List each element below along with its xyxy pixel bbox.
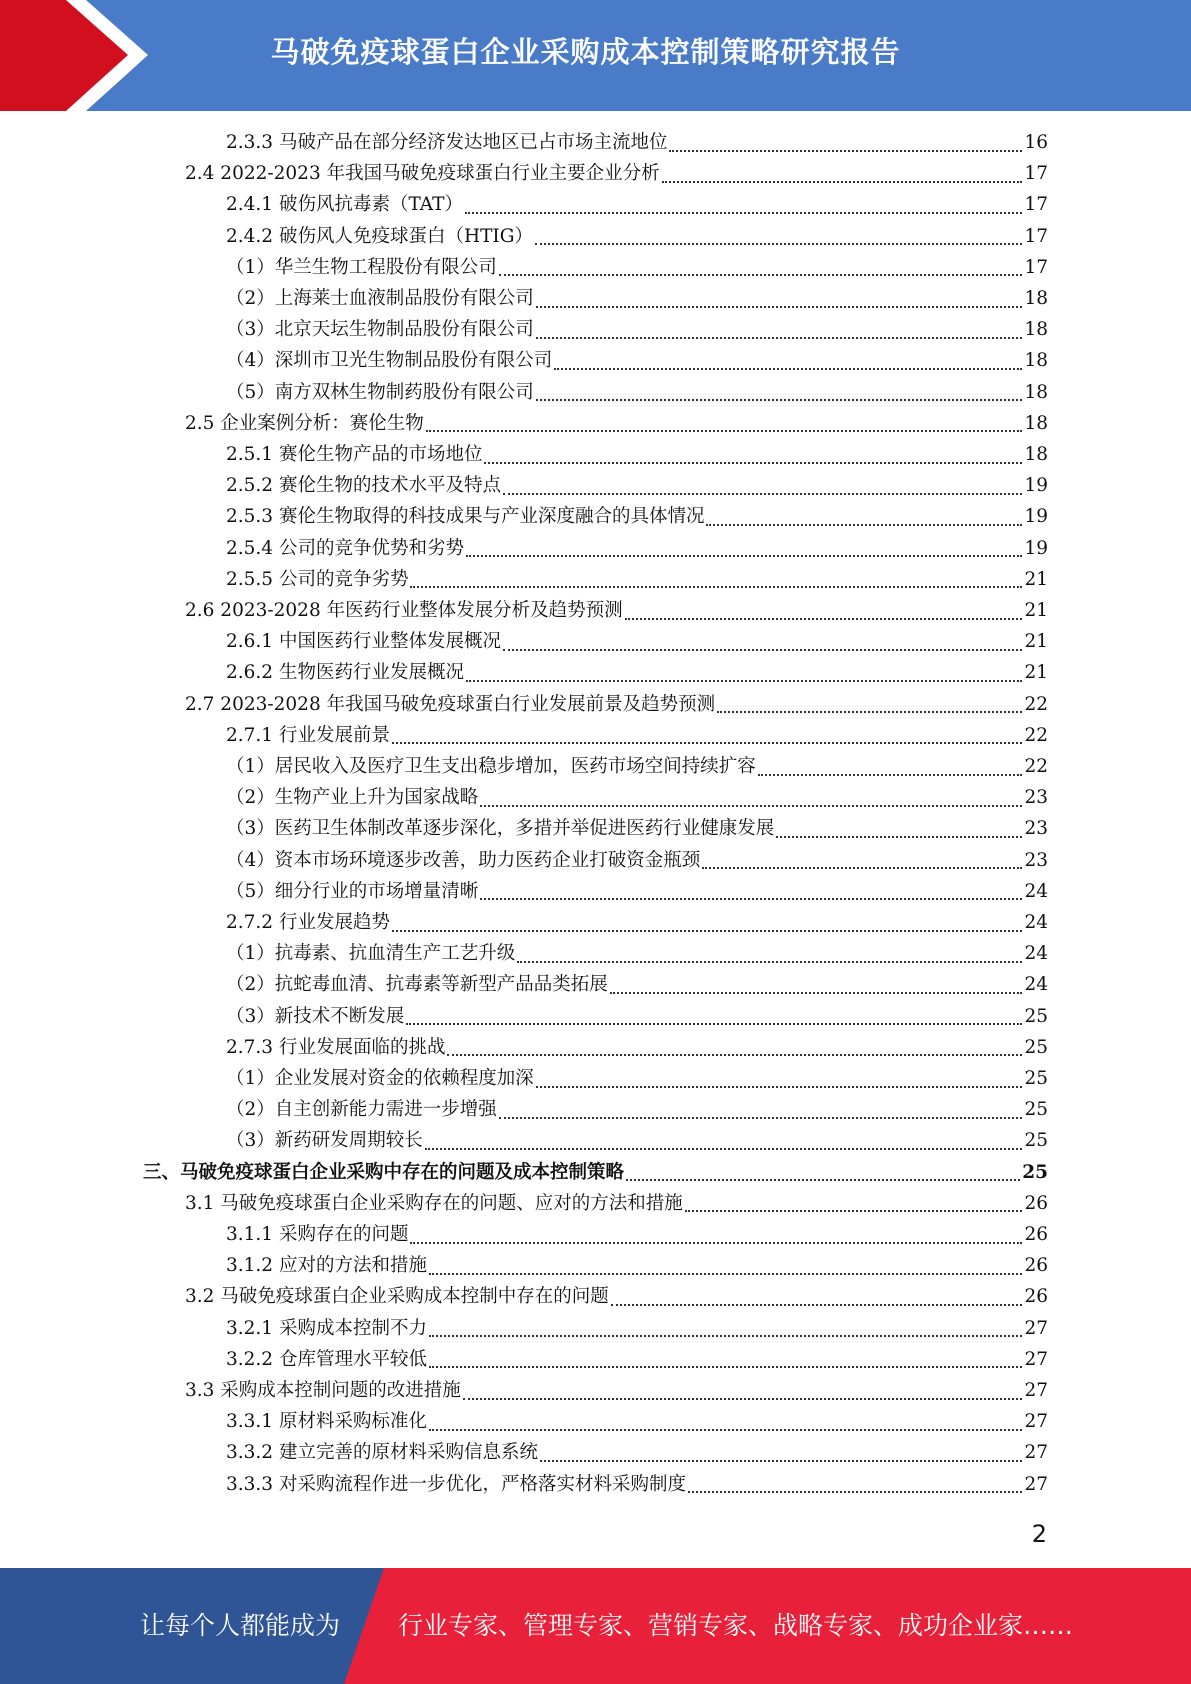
toc-entry[interactable] <box>226 752 1048 782</box>
toc-entry[interactable] <box>226 1251 1048 1281</box>
toc-entry-title: 3.1.1 采购存在的问题 <box>226 1224 409 1245</box>
toc-entry-page: 16 <box>1024 132 1048 153</box>
toc-entry-title: （3）北京天坛生物制品股份有限公司 <box>226 319 534 341</box>
toc-entry[interactable] <box>185 1282 1048 1312</box>
page-number: 2 <box>1031 1520 1047 1548</box>
toc-entry-title: 3.3.1 原材料采购标准化 <box>226 1411 427 1433</box>
toc-entry[interactable] <box>226 471 1048 501</box>
toc-entry-title: （4）深圳市卫光生物制品股份有限公司 <box>226 350 553 372</box>
toc-entry-page: 27 <box>1024 1411 1048 1433</box>
toc-entry[interactable] <box>226 565 1048 595</box>
toc-entry-page: 24 <box>1024 912 1048 933</box>
toc-entry-page: 17 <box>1024 163 1048 185</box>
toc-entry-page: 19 <box>1024 475 1048 497</box>
page-footer <box>0 1568 1191 1684</box>
toc-entry-title: 3.2.1 采购成本控制不力 <box>226 1317 427 1339</box>
toc-leader-dots <box>503 492 1022 495</box>
toc-entry-page: 22 <box>1024 693 1048 715</box>
toc-entry-title: （1）居民收入及医疗卫生支出稳步增加，医药市场空间持续扩容 <box>226 756 756 777</box>
toc-entry[interactable] <box>226 846 1048 876</box>
toc-entry[interactable] <box>226 1095 1048 1125</box>
toc-entry[interactable] <box>226 284 1048 314</box>
toc-entry[interactable] <box>226 346 1048 376</box>
toc-entry-page: 26 <box>1024 1286 1048 1308</box>
report-title: 马破免疫球蛋白企业采购成本控制策略研究报告 <box>270 34 901 69</box>
red-chevron-icon <box>0 0 160 111</box>
toc-entry-title: 3.2 马破免疫球蛋白企业采购成本控制中存在的问题 <box>185 1286 609 1308</box>
toc-entry[interactable] <box>226 783 1048 813</box>
toc-leader-dots <box>758 773 1023 776</box>
toc-entry-page: 24 <box>1024 880 1048 902</box>
toc-entry-title: 3.1.2 应对的方法和措施 <box>226 1255 427 1277</box>
toc-entry-page: 24 <box>1024 974 1048 996</box>
toc-entry[interactable] <box>226 1438 1048 1468</box>
toc-entry[interactable] <box>226 908 1048 938</box>
toc-entry-title: 2.7 2023-2028 年我国马破免疫球蛋白行业发展前景及趋势预测 <box>185 693 716 715</box>
toc-leader-dots <box>625 617 1023 620</box>
toc-leader-dots <box>480 897 1022 900</box>
toc-entry-title: 2.5 企业案例分析：赛伦生物 <box>185 412 424 434</box>
toc-entry-title: 2.6.2 生物医药行业发展概况 <box>226 662 464 684</box>
toc-entry-title: （2）自主创新能力需进一步增强 <box>226 1099 497 1121</box>
toc-entry[interactable] <box>226 1314 1048 1344</box>
toc-entry[interactable] <box>185 159 1048 189</box>
toc-entry-page: 18 <box>1024 412 1048 434</box>
toc-leader-dots <box>535 242 1022 245</box>
toc-entry[interactable] <box>226 502 1048 532</box>
toc-entry-page: 18 <box>1024 444 1048 465</box>
toc-leader-dots <box>503 648 1022 651</box>
toc-entry-page: 25 <box>1024 1036 1048 1058</box>
toc-leader-dots <box>536 336 1023 339</box>
toc-entry[interactable] <box>226 440 1048 470</box>
toc-leader-dots <box>706 523 1022 526</box>
toc-entry-page: 23 <box>1024 849 1048 871</box>
toc-entry-page: 21 <box>1024 600 1048 621</box>
toc-entry-title: （2）生物产业上升为国家战略 <box>226 787 479 809</box>
toc-leader-dots <box>466 679 1022 682</box>
toc-entry[interactable] <box>226 253 1048 283</box>
toc-entry-page: 24 <box>1024 943 1048 965</box>
toc-entry-page: 19 <box>1024 506 1048 528</box>
toc-entry-title: （1）华兰生物工程股份有限公司 <box>226 256 497 278</box>
toc-entry[interactable] <box>226 128 1048 158</box>
toc-entry-page: 27 <box>1024 1473 1048 1495</box>
toc-leader-dots <box>662 180 1023 183</box>
toc-entry[interactable] <box>226 877 1048 907</box>
toc-leader-dots <box>429 1365 1022 1368</box>
toc-entry-title: 2.7.2 行业发展趋势 <box>226 912 390 933</box>
toc-entry-title: （2）抗蛇毒血清、抗毒素等新型产品品类拓展 <box>226 974 608 996</box>
toc-entry-title: （3）新技术不断发展 <box>226 1005 405 1027</box>
toc-entry-title: 2.4.1 破伤风抗毒素（TAT） <box>226 194 463 216</box>
toc-leader-dots <box>392 929 1022 932</box>
toc-entry[interactable] <box>226 378 1048 408</box>
toc-entry-page: 18 <box>1024 381 1048 403</box>
toc-entry-page: 18 <box>1024 288 1048 309</box>
toc-leader-dots <box>429 1334 1022 1337</box>
toc-entry-page: 19 <box>1024 537 1048 559</box>
toc-entry-title: 2.7.1 行业发展前景 <box>226 724 390 746</box>
toc-entry-title: 2.4.2 破伤风人免疫球蛋白（HTIG） <box>226 225 534 247</box>
toc-entry-title: （2）上海莱士血液制品股份有限公司 <box>226 288 534 309</box>
toc-leader-dots <box>410 585 1022 588</box>
toc-leader-dots <box>717 710 1022 713</box>
toc-entry-title: 2.4 2022-2023 年我国马破免疫球蛋白行业主要企业分析 <box>185 163 660 185</box>
toc-entry[interactable] <box>226 222 1048 252</box>
toc-entry-title: 3.3.3 对采购流程作进一步优化，严格落实材料采购制度 <box>226 1473 686 1495</box>
toc-entry-page: 25 <box>1024 1130 1048 1152</box>
toc-entry-title: 2.5.2 赛伦生物的技术水平及特点 <box>226 475 501 497</box>
toc-leader-dots <box>466 554 1022 557</box>
toc-entry[interactable] <box>226 939 1048 969</box>
toc-leader-dots <box>484 461 1022 464</box>
toc-entry-title: （5）南方双林生物制药股份有限公司 <box>226 381 534 403</box>
toc-entry-page: 27 <box>1024 1348 1048 1370</box>
toc-leader-dots <box>499 273 1023 276</box>
toc-entry[interactable] <box>226 1345 1048 1375</box>
toc-entry-title: 2.5.1 赛伦生物产品的市场地位 <box>226 444 483 465</box>
toc-entry[interactable] <box>226 1033 1048 1063</box>
toc-entry[interactable] <box>226 627 1048 657</box>
toc-leader-dots <box>426 429 1023 432</box>
toc-entry-title: 2.7.3 行业发展面临的挑战 <box>226 1036 446 1058</box>
toc-entry-page: 27 <box>1024 1442 1048 1464</box>
toc-leader-dots <box>447 1053 1022 1056</box>
toc-entry-title: 2.6.1 中国医药行业整体发展概况 <box>226 631 501 653</box>
toc-leader-dots <box>540 1459 1022 1462</box>
toc-entry-page: 22 <box>1024 724 1048 746</box>
toc-entry-page: 25 <box>1024 1068 1048 1089</box>
toc-leader-dots <box>406 1022 1022 1025</box>
toc-entry[interactable] <box>226 658 1048 688</box>
toc-leader-dots <box>499 1116 1023 1119</box>
toc-leader-dots <box>669 149 1022 152</box>
toc-entry-page: 18 <box>1024 350 1048 372</box>
toc-entry-title: （4）资本市场环境逐步改善，助力医药企业打破资金瓶颈 <box>226 849 701 871</box>
toc-entry[interactable] <box>226 1064 1048 1094</box>
toc-entry[interactable] <box>226 1470 1048 1500</box>
page-header <box>0 0 1191 111</box>
toc-entry-title: 2.5.4 公司的竞争优势和劣势 <box>226 537 464 559</box>
toc-leader-dots <box>429 1428 1022 1431</box>
toc-entry[interactable] <box>143 1158 1048 1188</box>
toc-entry-page: 17 <box>1024 256 1048 278</box>
toc-entry[interactable] <box>185 690 1048 720</box>
toc-leader-dots <box>465 211 1022 214</box>
toc-entry-page: 25 <box>1024 1099 1048 1121</box>
toc-entry-page: 17 <box>1024 194 1048 216</box>
toc-leader-dots <box>429 1272 1022 1275</box>
toc-entry-title: （3）医药卫生体制改革逐步深化，多措并举促进医药行业健康发展 <box>226 818 775 840</box>
toc-leader-dots <box>425 1147 1023 1150</box>
toc-entry[interactable] <box>226 190 1048 220</box>
toc-entry-title: （5）细分行业的市场增量清晰 <box>226 880 479 902</box>
toc-leader-dots <box>554 367 1022 370</box>
toc-entry-page: 26 <box>1024 1192 1048 1214</box>
toc-entry-page: 23 <box>1024 818 1048 840</box>
toc-entry[interactable] <box>226 1002 1048 1032</box>
toc-leader-dots <box>517 960 1022 963</box>
toc-leader-dots <box>536 1085 1023 1088</box>
toc-entry-page: 26 <box>1024 1224 1048 1245</box>
toc-entry-title: （3）新药研发周期较长 <box>226 1130 423 1152</box>
toc-entry[interactable] <box>185 1376 1048 1406</box>
toc-leader-dots <box>480 804 1022 807</box>
toc-leader-dots <box>611 1303 1023 1306</box>
toc-leader-dots <box>776 835 1022 838</box>
toc-entry-page: 18 <box>1024 319 1048 341</box>
toc-leader-dots <box>626 1178 1020 1181</box>
toc-leader-dots <box>410 1241 1022 1244</box>
toc-leader-dots <box>688 1490 1022 1493</box>
toc-leader-dots <box>392 741 1022 744</box>
toc-entry-title: 3.3 采购成本控制问题的改进措施 <box>185 1380 461 1401</box>
toc-entry-title: 2.6 2023-2028 年医药行业整体发展分析及趋势预测 <box>185 600 623 621</box>
toc-entry-page: 21 <box>1024 662 1048 684</box>
toc-leader-dots <box>702 866 1022 869</box>
toc-entry-page: 25 <box>1024 1005 1048 1027</box>
toc-leader-dots <box>685 1209 1023 1212</box>
toc-leader-dots <box>536 305 1023 308</box>
toc-entry-title: 3.1 马破免疫球蛋白企业采购存在的问题、应对的方法和措施 <box>185 1192 683 1214</box>
toc-entry[interactable] <box>226 1126 1048 1156</box>
toc-entry-page: 23 <box>1024 787 1048 809</box>
toc-entry-title: （1）抗毒素、抗血清生产工艺升级 <box>226 943 516 965</box>
toc-entry[interactable] <box>185 409 1048 439</box>
toc-entry[interactable] <box>226 1407 1048 1437</box>
toc-leader-dots <box>536 398 1023 401</box>
toc-entry-title: 3.2.2 仓库管理水平较低 <box>226 1348 427 1370</box>
toc-entry[interactable] <box>226 814 1048 844</box>
toc-leader-dots <box>610 991 1023 994</box>
toc-entry-page: 22 <box>1024 756 1048 777</box>
toc-entry[interactable] <box>226 970 1048 1000</box>
toc-entry-page: 26 <box>1024 1255 1048 1277</box>
toc-entry-title: 3.3.2 建立完善的原材料采购信息系统 <box>226 1442 538 1464</box>
toc-entry-title: 2.3.3 马破产品在部分经济发达地区已占市场主流地位 <box>226 132 668 153</box>
toc-entry[interactable] <box>226 534 1048 564</box>
toc-entry-page: 21 <box>1024 568 1048 590</box>
toc-entry[interactable] <box>226 315 1048 345</box>
toc-entry-page: 17 <box>1024 225 1048 247</box>
toc-entry[interactable] <box>185 596 1048 626</box>
toc-entry[interactable] <box>226 1220 1048 1250</box>
toc-entry[interactable] <box>185 1189 1048 1219</box>
footer-slogan-left: 让每个人都能成为 <box>140 1611 341 1640</box>
toc-entry-page: 25 <box>1022 1161 1048 1183</box>
footer-slogan-right: 行业专家、管理专家、营销专家、战略专家、成功企业家…… <box>398 1611 1074 1640</box>
toc-leader-dots <box>463 1397 1023 1400</box>
toc-entry-title: 2.5.5 公司的竞争劣势 <box>226 568 409 590</box>
toc-entry-page: 27 <box>1024 1317 1048 1339</box>
toc-entry-title: 三、马破免疫球蛋白企业采购中存在的问题及成本控制策略 <box>143 1161 625 1183</box>
toc-entry-title: （1）企业发展对资金的依赖程度加深 <box>226 1068 534 1089</box>
toc-entry-title: 2.5.3 赛伦生物取得的科技成果与产业深度融合的具体情况 <box>226 506 705 528</box>
toc-entry[interactable] <box>226 721 1048 751</box>
toc-entry-page: 27 <box>1024 1380 1048 1401</box>
toc-entry-page: 21 <box>1024 631 1048 653</box>
